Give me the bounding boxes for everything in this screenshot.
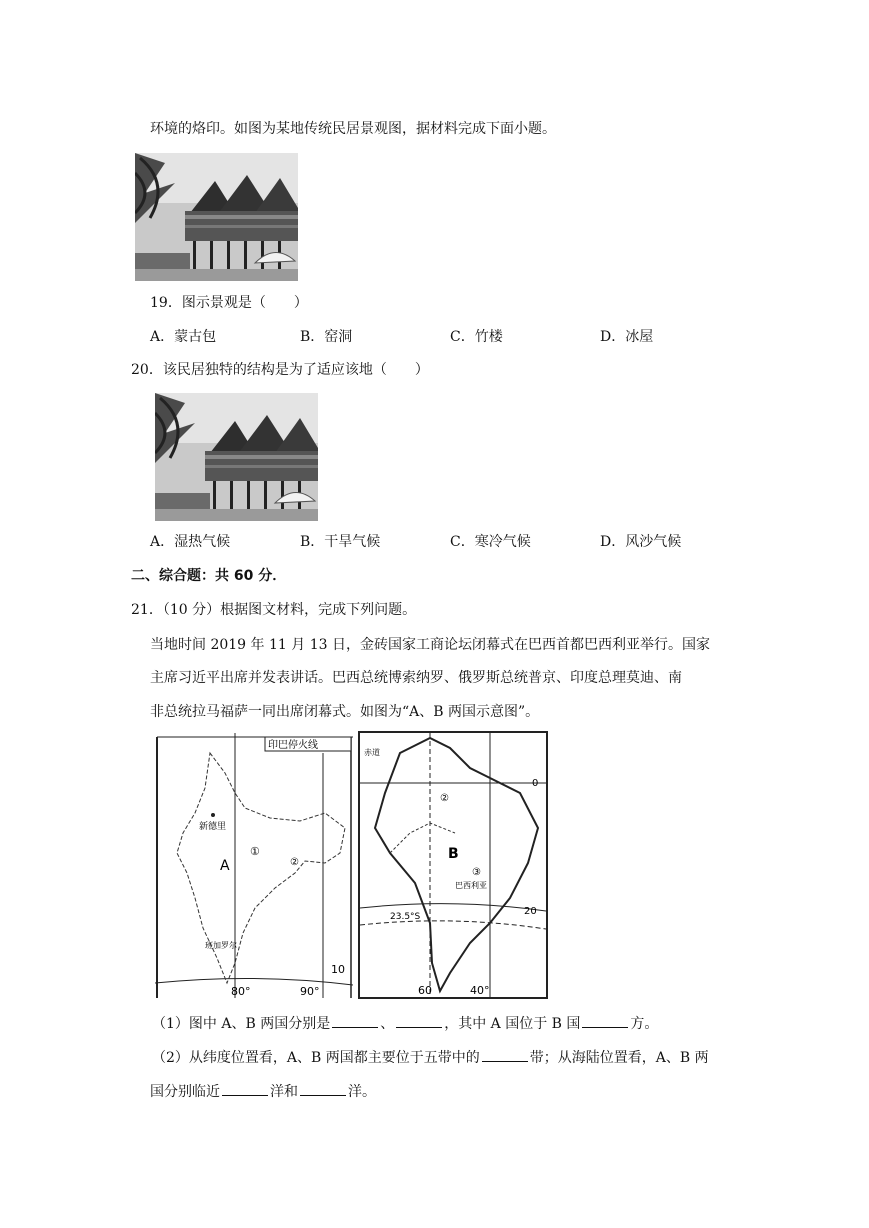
question-21-sub-1 bbox=[152, 1013, 658, 1033]
question-19-option-a[interactable]: A．蒙古包 bbox=[150, 329, 217, 345]
sub2-text-1: （2）从纬度位置看，A、B 两国都主要位于五带中的 bbox=[152, 1050, 480, 1066]
brasilia-label: 巴西利亚 bbox=[455, 881, 487, 890]
question-19-option-d[interactable]: D．冰屋 bbox=[600, 329, 654, 345]
question-20-option-d[interactable]: D．风沙气候 bbox=[600, 534, 682, 550]
city-label: 班加罗尔 bbox=[205, 941, 237, 950]
lat-10-label: 10 bbox=[331, 963, 345, 976]
lon-80-label: 80° bbox=[231, 985, 251, 998]
sub1-text-1: （1）图中 A、B 两国分别是 bbox=[152, 1016, 331, 1032]
sub2-text-4: 洋和 bbox=[270, 1084, 298, 1100]
sub2-text-3: 国分别临近 bbox=[150, 1084, 220, 1100]
question-21-sub-2-line-2 bbox=[150, 1081, 376, 1101]
marker-3: ③ bbox=[472, 867, 481, 878]
sub1-text-2: 、 bbox=[380, 1016, 395, 1032]
sub2-text-2: 带；从海陆位置看，A、B 两 bbox=[529, 1050, 709, 1066]
marker-b2: ② bbox=[440, 793, 449, 804]
sub2-text-5: 洋。 bbox=[348, 1084, 376, 1100]
answer-blank-direction[interactable] bbox=[582, 1013, 628, 1028]
question-19-stem: 19．图示景观是（ ） bbox=[150, 295, 308, 311]
map-brazil bbox=[358, 731, 548, 999]
sub1-text-3: ，其中 A 国位于 B 国 bbox=[444, 1016, 581, 1032]
question-21-stem: 21．（10 分）根据图文材料，完成下列问题。 bbox=[131, 602, 417, 618]
marker-1: ① bbox=[250, 845, 260, 858]
question-21-sub-2 bbox=[152, 1047, 709, 1067]
answer-blank-ocean-b[interactable] bbox=[300, 1081, 346, 1096]
stilt-house-photo-2 bbox=[155, 393, 318, 521]
lat-0-label: 0 bbox=[532, 778, 539, 789]
sub1-text-4: 方。 bbox=[630, 1016, 659, 1032]
equator-top-label: 赤道 bbox=[364, 748, 380, 757]
answer-blank-zone[interactable] bbox=[482, 1047, 528, 1062]
question-21-paragraph-line-2: 主席习近平出席并发表讲话。巴西总统博索纳罗、俄罗斯总统普京、印度总理莫迪、南 bbox=[150, 670, 682, 686]
question-21-paragraph-line-1: 当地时间 2019 年 11 月 13 日，金砖国家工商论坛闭幕式在巴西首都巴西利亚举行。国家 bbox=[150, 637, 710, 653]
intro-text: 环境的烙印。如图为某地传统民居景观图，据材料完成下面小题。 bbox=[150, 121, 556, 137]
country-a-label: A bbox=[220, 858, 230, 874]
question-19-option-c[interactable]: C．竹楼 bbox=[450, 329, 503, 345]
question-20-option-a[interactable]: A．湿热气候 bbox=[150, 534, 231, 550]
question-20-option-c[interactable]: C．寒冷气候 bbox=[450, 534, 531, 550]
question-21-paragraph-line-3: 非总统拉马福萨一同出席闭幕式。如图为“A、B 两国示意图”。 bbox=[150, 704, 540, 720]
map-india bbox=[155, 733, 353, 998]
lon-90-label: 90° bbox=[300, 985, 320, 998]
question-20-stem: 20．该民居独特的结构是为了适应该地（ ） bbox=[131, 362, 429, 378]
lon-40-label: 40° bbox=[470, 984, 490, 997]
stilt-house-photo bbox=[135, 153, 298, 281]
answer-blank-ocean-a[interactable] bbox=[222, 1081, 268, 1096]
question-19-option-b[interactable]: B．窑洞 bbox=[300, 329, 353, 345]
section-2-heading: 二、综合题：共 60 分． bbox=[131, 568, 287, 584]
marker-2: ② bbox=[290, 857, 299, 868]
tropic-label: 23.5°S bbox=[390, 912, 421, 922]
country-b-label: B bbox=[448, 846, 459, 862]
lat-20-label: 20 bbox=[524, 906, 537, 917]
question-20-option-b[interactable]: B．干旱气候 bbox=[300, 534, 381, 550]
legend-label: 印巴停火线 bbox=[268, 740, 318, 751]
lon-60-label: 60 bbox=[418, 984, 432, 997]
new-delhi-label: 新德里 bbox=[199, 822, 227, 832]
answer-blank-b[interactable] bbox=[396, 1013, 442, 1028]
answer-blank-a[interactable] bbox=[332, 1013, 378, 1028]
